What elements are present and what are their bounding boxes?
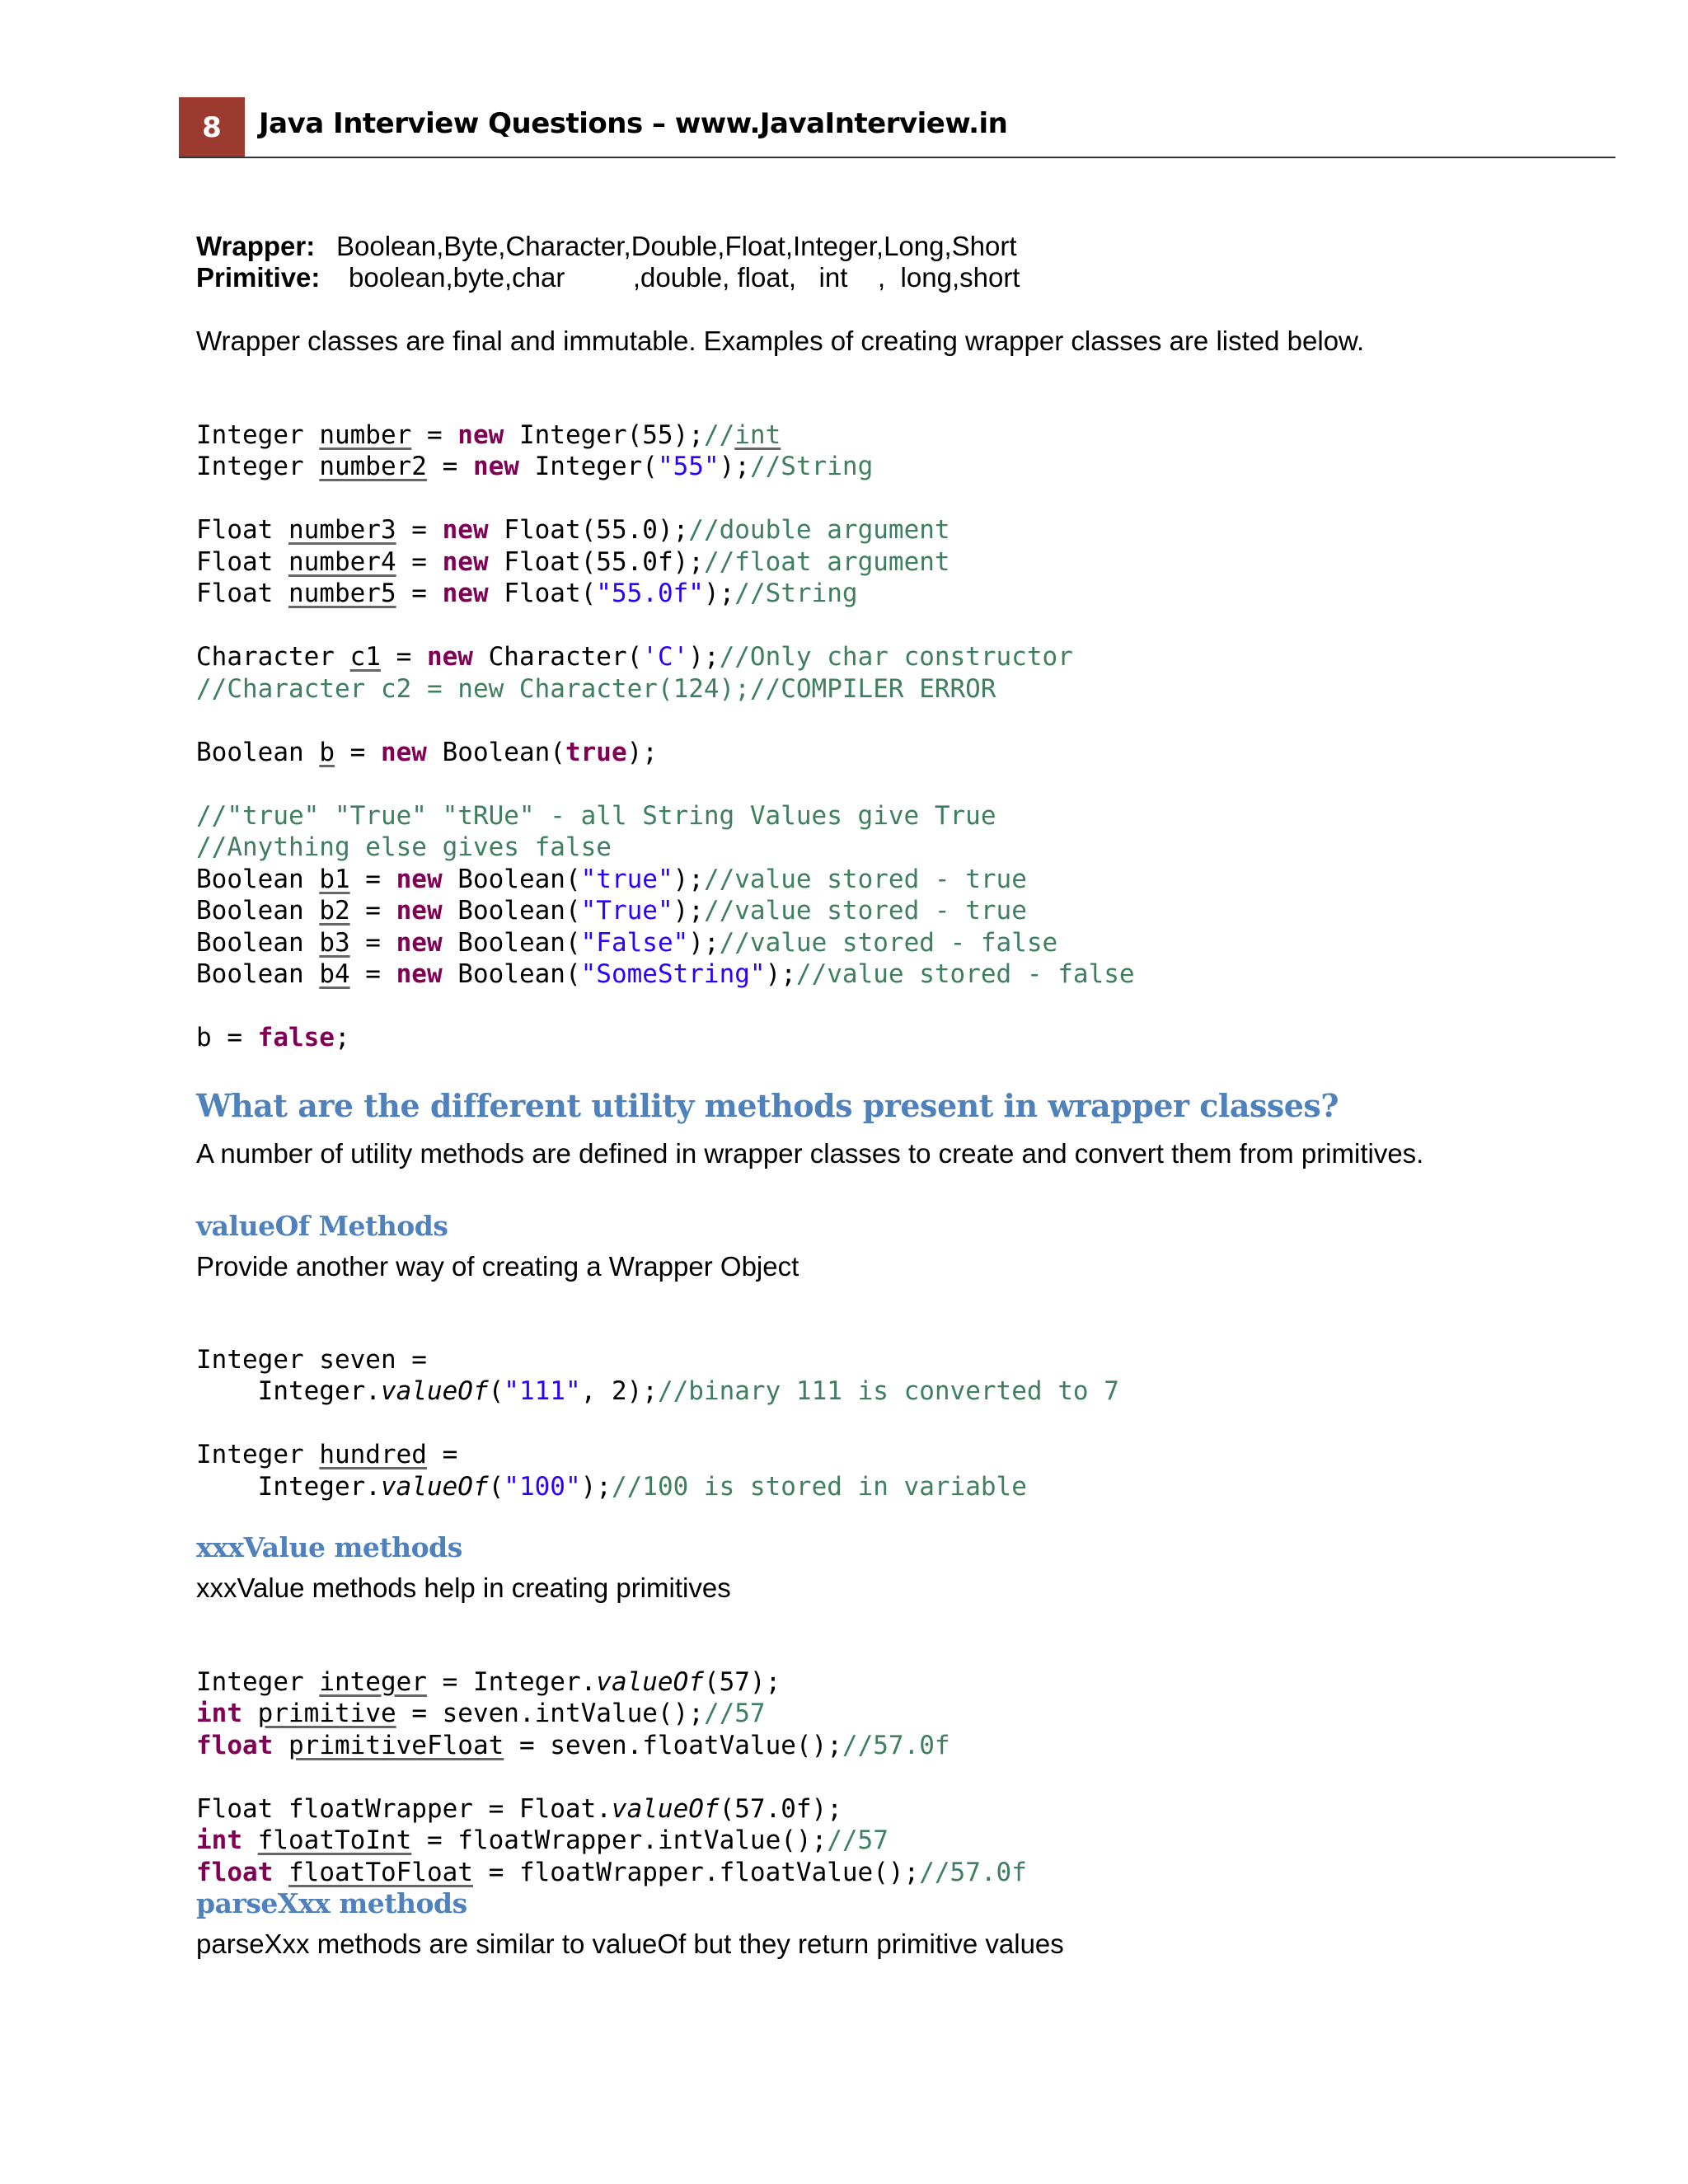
parsexxx-heading: parseXxx methods [196,1887,467,1919]
valueof-text: Provide another way of creating a Wrapper Object [196,1251,799,1282]
code-line: float primitiveFloat = seven.floatValue();//57.0f [196,1730,950,1760]
section-heading: What are the different utility methods present in wrapper classes? [196,1087,1339,1124]
code-line: Boolean b2 = new Boolean("True");//value stored - true [196,896,1027,926]
code-block-valueof [196,1312,1119,1566]
code-line: Float floatWrapper = Float.valueOf(57.0f); [196,1793,842,1824]
code-line: int primitive = seven.intValue();//57 [196,1699,766,1728]
code-line: Integer.valueOf("100");//100 is stored in variable [196,1471,1027,1502]
parsexxx-text: parseXxx methods are similar to valueOf but they return primitive values [196,1929,1064,1959]
wrapper-values: Boolean,Byte,Character,Double,Float,Integer,Long,Short [336,231,1017,261]
code-line: b = false; [196,1023,350,1052]
code-line: Boolean b4 = new Boolean("SomeString");//value stored - false [196,959,1135,989]
code-block-wrappers [196,387,1135,1118]
code-line: Integer seven = [196,1344,427,1375]
code-line: //Anything else gives false [196,832,612,862]
code-line: //Character c2 = new Character(124);//COMPILER ERROR [196,673,996,704]
page-header [179,97,1615,158]
code-line: Boolean b1 = new Boolean("true");//value stored - true [196,864,1027,894]
header-title: Java Interview Questions – www.JavaInterview.in [259,107,1008,140]
code-line: Integer number = new Integer(55);//int [196,419,781,450]
code-line: Integer number2 = new Integer("55");//String [196,452,874,481]
header-rule [179,157,1615,158]
section-text: A number of utility methods are defined in wrapper classes to create and convert them from primitives. [196,1138,1424,1169]
valueof-heading: valueOf Methods [196,1210,448,1242]
primitive-values: boolean,byte,char ,double, float, int , long,short [349,262,1020,293]
code-line: Character c1 = new Character('C');//Only char constructor [196,642,1073,672]
xxxvalue-heading: xxxValue methods [196,1531,462,1563]
code-line: Float number5 = new Float("55.0f");//String [196,579,858,608]
intro-text: Wrapper classes are final and immutable. Examples of creating wrapper classes are listed below. [196,326,1365,356]
code-line: Integer.valueOf("111", 2);//binary 111 is converted to 7 [196,1376,1119,1406]
code-line: int floatToInt = floatWrapper.intValue();//57 [196,1825,889,1855]
page-number: 8 [179,97,245,158]
code-line: //"true" "True" "tRUe" - all String Values give True [196,800,996,831]
code-line: Integer hundred = [196,1440,458,1469]
code-line: Float number3 = new Float(55.0);//double argument [196,515,950,545]
code-line: Integer integer = Integer.valueOf(57); [196,1666,781,1697]
code-line: float floatToFloat = floatWrapper.floatValue();//57.0f [196,1857,1027,1887]
wrapper-label: Wrapper: [196,231,316,261]
xxxvalue-text: xxxValue methods help in creating primitives [196,1572,731,1603]
code-line: Float number4 = new Float(55.0f);//float argument [196,546,950,577]
code-line: Boolean b3 = new Boolean("False");//value stored - false [196,927,1058,958]
primitive-label: Primitive: [196,262,321,293]
code-line: Boolean b = new Boolean(true); [196,737,658,767]
type-table [196,231,1020,293]
